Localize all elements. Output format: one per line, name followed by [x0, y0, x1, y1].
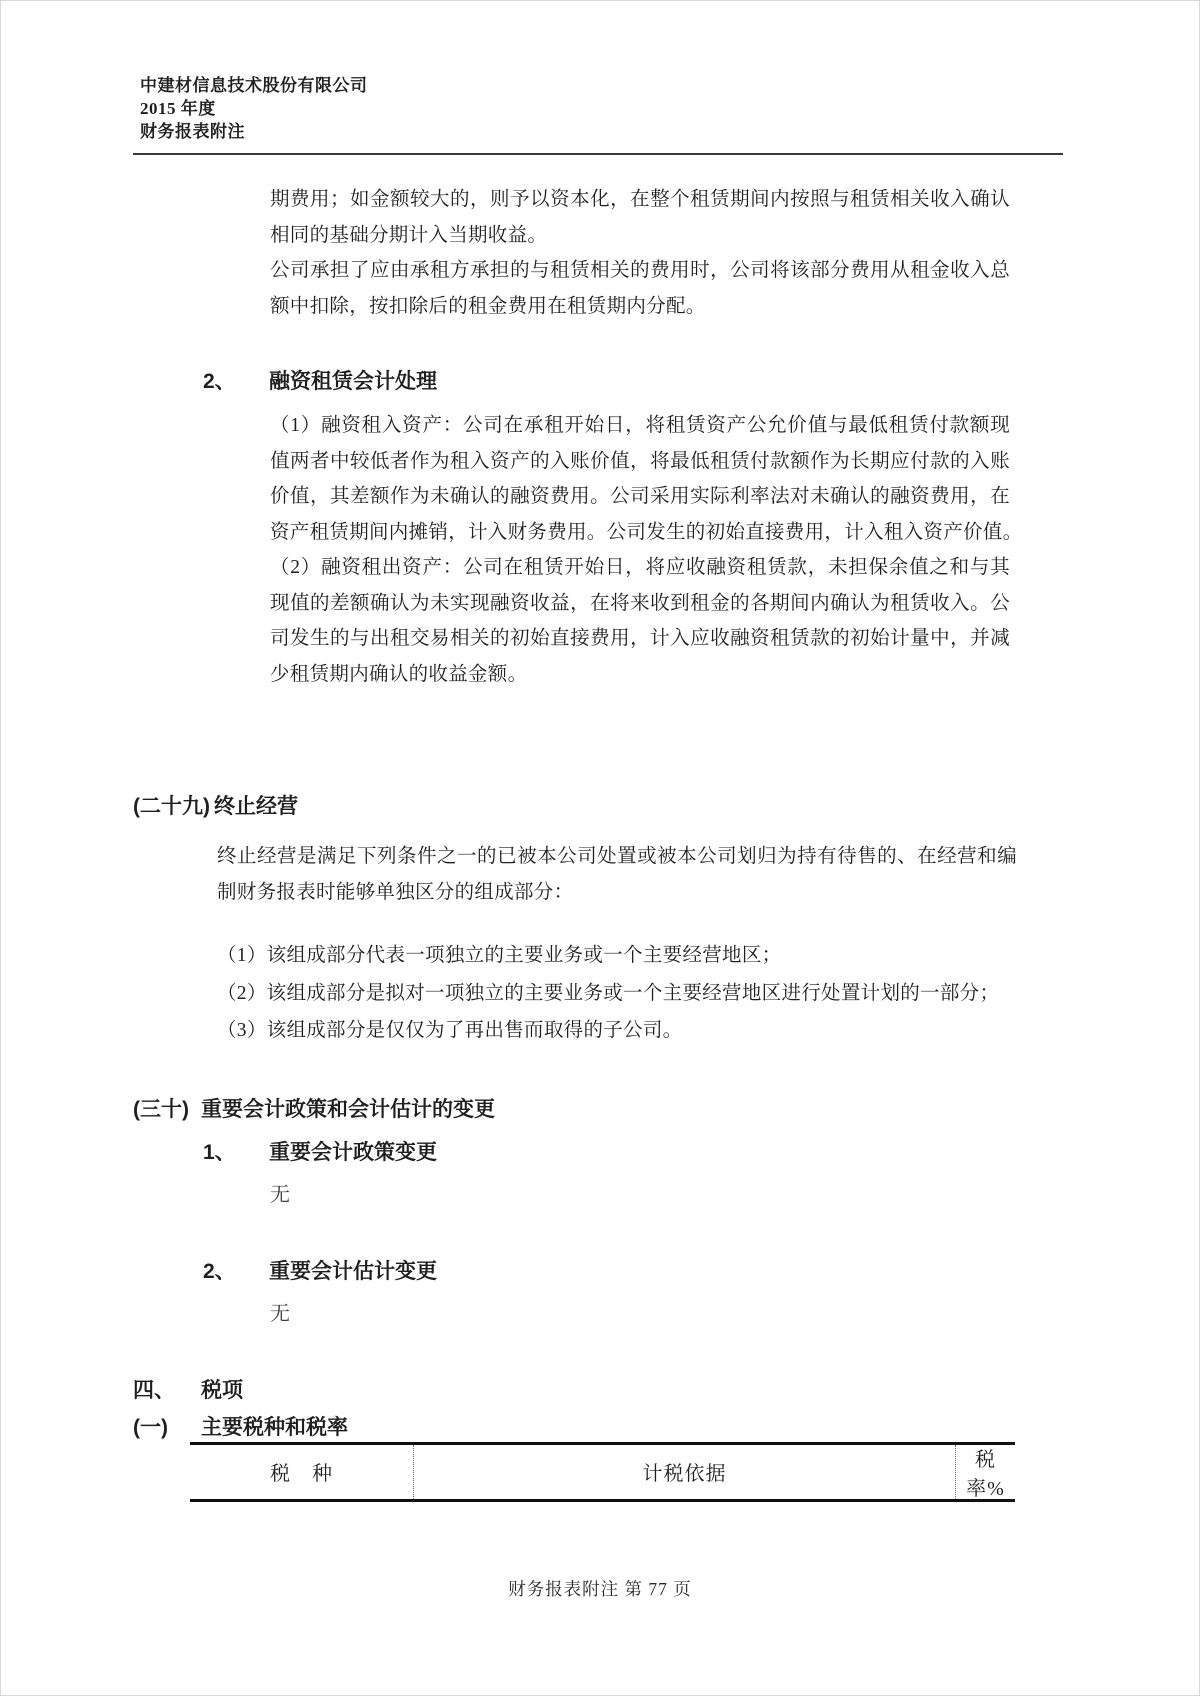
- paragraph-line: 现值的差额确认为未实现融资收益，在将来收到租金的各期间内确认为租赁收入。公: [270, 592, 1010, 614]
- heading-main-taxes: [133, 1415, 1063, 1441]
- tax-table-header-row: [190, 1445, 1015, 1499]
- page-header: [133, 74, 1063, 155]
- lease-expense-paragraph: [270, 182, 1063, 324]
- paragraph-line: 值两者中较低者作为租入资产的入账价值，将最低租赁付款额作为长期应付款的入账: [270, 450, 1010, 472]
- heading-title: 税项: [201, 1378, 243, 1402]
- table-header-tax-rate: 税率%: [955, 1445, 1015, 1499]
- paragraph-line: 价值，其差额作为未确认的融资费用。公司采用实际利率法对未确认的融资费用，在: [270, 486, 1010, 507]
- heading-number: 2、: [203, 370, 236, 393]
- paragraph-line: 公司承担了应由承租方承担的与租赁相关的费用时，公司将该部分费用从租金收入总: [270, 260, 1010, 281]
- heading-title: 重要会计政策变更: [269, 1140, 437, 1164]
- paragraph-line: 额中扣除，按扣除后的租金费用在租赁期内分配。: [270, 295, 706, 317]
- heading-finance-lease: [203, 367, 1063, 396]
- list-item: （2）该组成部分是拟对一项独立的主要业务或一个主要经营地区进行处置计划的一部分；: [217, 982, 1000, 1004]
- policy-change-content: 无: [270, 1183, 290, 1206]
- paragraph-line: （1）融资租入资产：公司在承租开始日，将租赁资产公允价值与最低租赁付款额现: [270, 415, 1010, 436]
- paragraph-line: （2）融资租出资产：公司在租赁开始日，将应收融资租赁款，未担保余值之和与其: [270, 557, 1010, 578]
- heading-number: (三十): [133, 1097, 189, 1121]
- heading-title: 重要会计估计变更: [269, 1259, 437, 1283]
- heading-title: 融资租赁会计处理: [269, 370, 437, 393]
- table-header-tax-basis: 计税依据: [413, 1445, 955, 1499]
- tax-table: [190, 1442, 1015, 1502]
- table-header-tax-type: 税 种: [270, 1463, 333, 1485]
- heading-number: (二十九): [133, 795, 210, 818]
- paragraph-line: 资产租赁期间内摊销，计入财务费用。公司发生的初始直接费用，计入租入资产价值。: [270, 521, 1023, 543]
- paragraph-line: 少租赁期内确认的收益金额。: [270, 663, 528, 685]
- paragraph-line: 司发生的与出租交易相关的初始直接费用，计入应收融资租赁款的初始计量中，并减: [270, 628, 1010, 649]
- finance-lease-paragraph: [270, 408, 1063, 692]
- estimate-change-content: 无: [270, 1302, 290, 1325]
- paragraph-line: 终止经营是满足下列条件之一的已被本公司处置或被本公司划归为持有待售的、在经营和编: [217, 846, 1017, 867]
- heading-number: (一): [133, 1415, 168, 1439]
- page-footer: 财务报表附注 第 77 页: [508, 1579, 692, 1599]
- heading-accounting-changes: [133, 1095, 1063, 1125]
- company-name: 中建材信息技术股份有限公司: [140, 76, 368, 95]
- report-year: 2015 年度: [140, 99, 216, 118]
- heading-number: 四、: [133, 1378, 175, 1402]
- heading-taxes: [133, 1376, 1063, 1406]
- heading-title: 主要税种和税率: [201, 1415, 348, 1439]
- list-item: （3）该组成部分是仅仅为了再出售而取得的子公司。: [217, 1020, 683, 1041]
- heading-title: 重要会计政策和会计估计的变更: [201, 1097, 495, 1121]
- heading-policy-change: [203, 1138, 1063, 1167]
- list-item: （1）该组成部分代表一项独立的主要业务或一个主要经营地区；: [217, 945, 782, 966]
- heading-title: 终止经营: [214, 795, 298, 818]
- heading-discontinued-operations: [133, 792, 1063, 822]
- heading-estimate-change: [203, 1257, 1063, 1286]
- heading-number: 1、: [203, 1140, 236, 1164]
- paragraph-line: 制财务报表时能够单独区分的组成部分：: [217, 882, 574, 903]
- paragraph-line: 期费用；如金额较大的，则予以资本化，在整个租赁期间内按照与租赁相关收入确认: [270, 189, 1010, 210]
- paragraph-line: 相同的基础分期计入当期收益。: [270, 224, 548, 246]
- discontinued-intro: [217, 839, 1063, 911]
- doc-title: 财务报表附注: [140, 122, 245, 141]
- discontinued-criteria-list: [217, 937, 1063, 1050]
- heading-number: 2、: [203, 1259, 236, 1283]
